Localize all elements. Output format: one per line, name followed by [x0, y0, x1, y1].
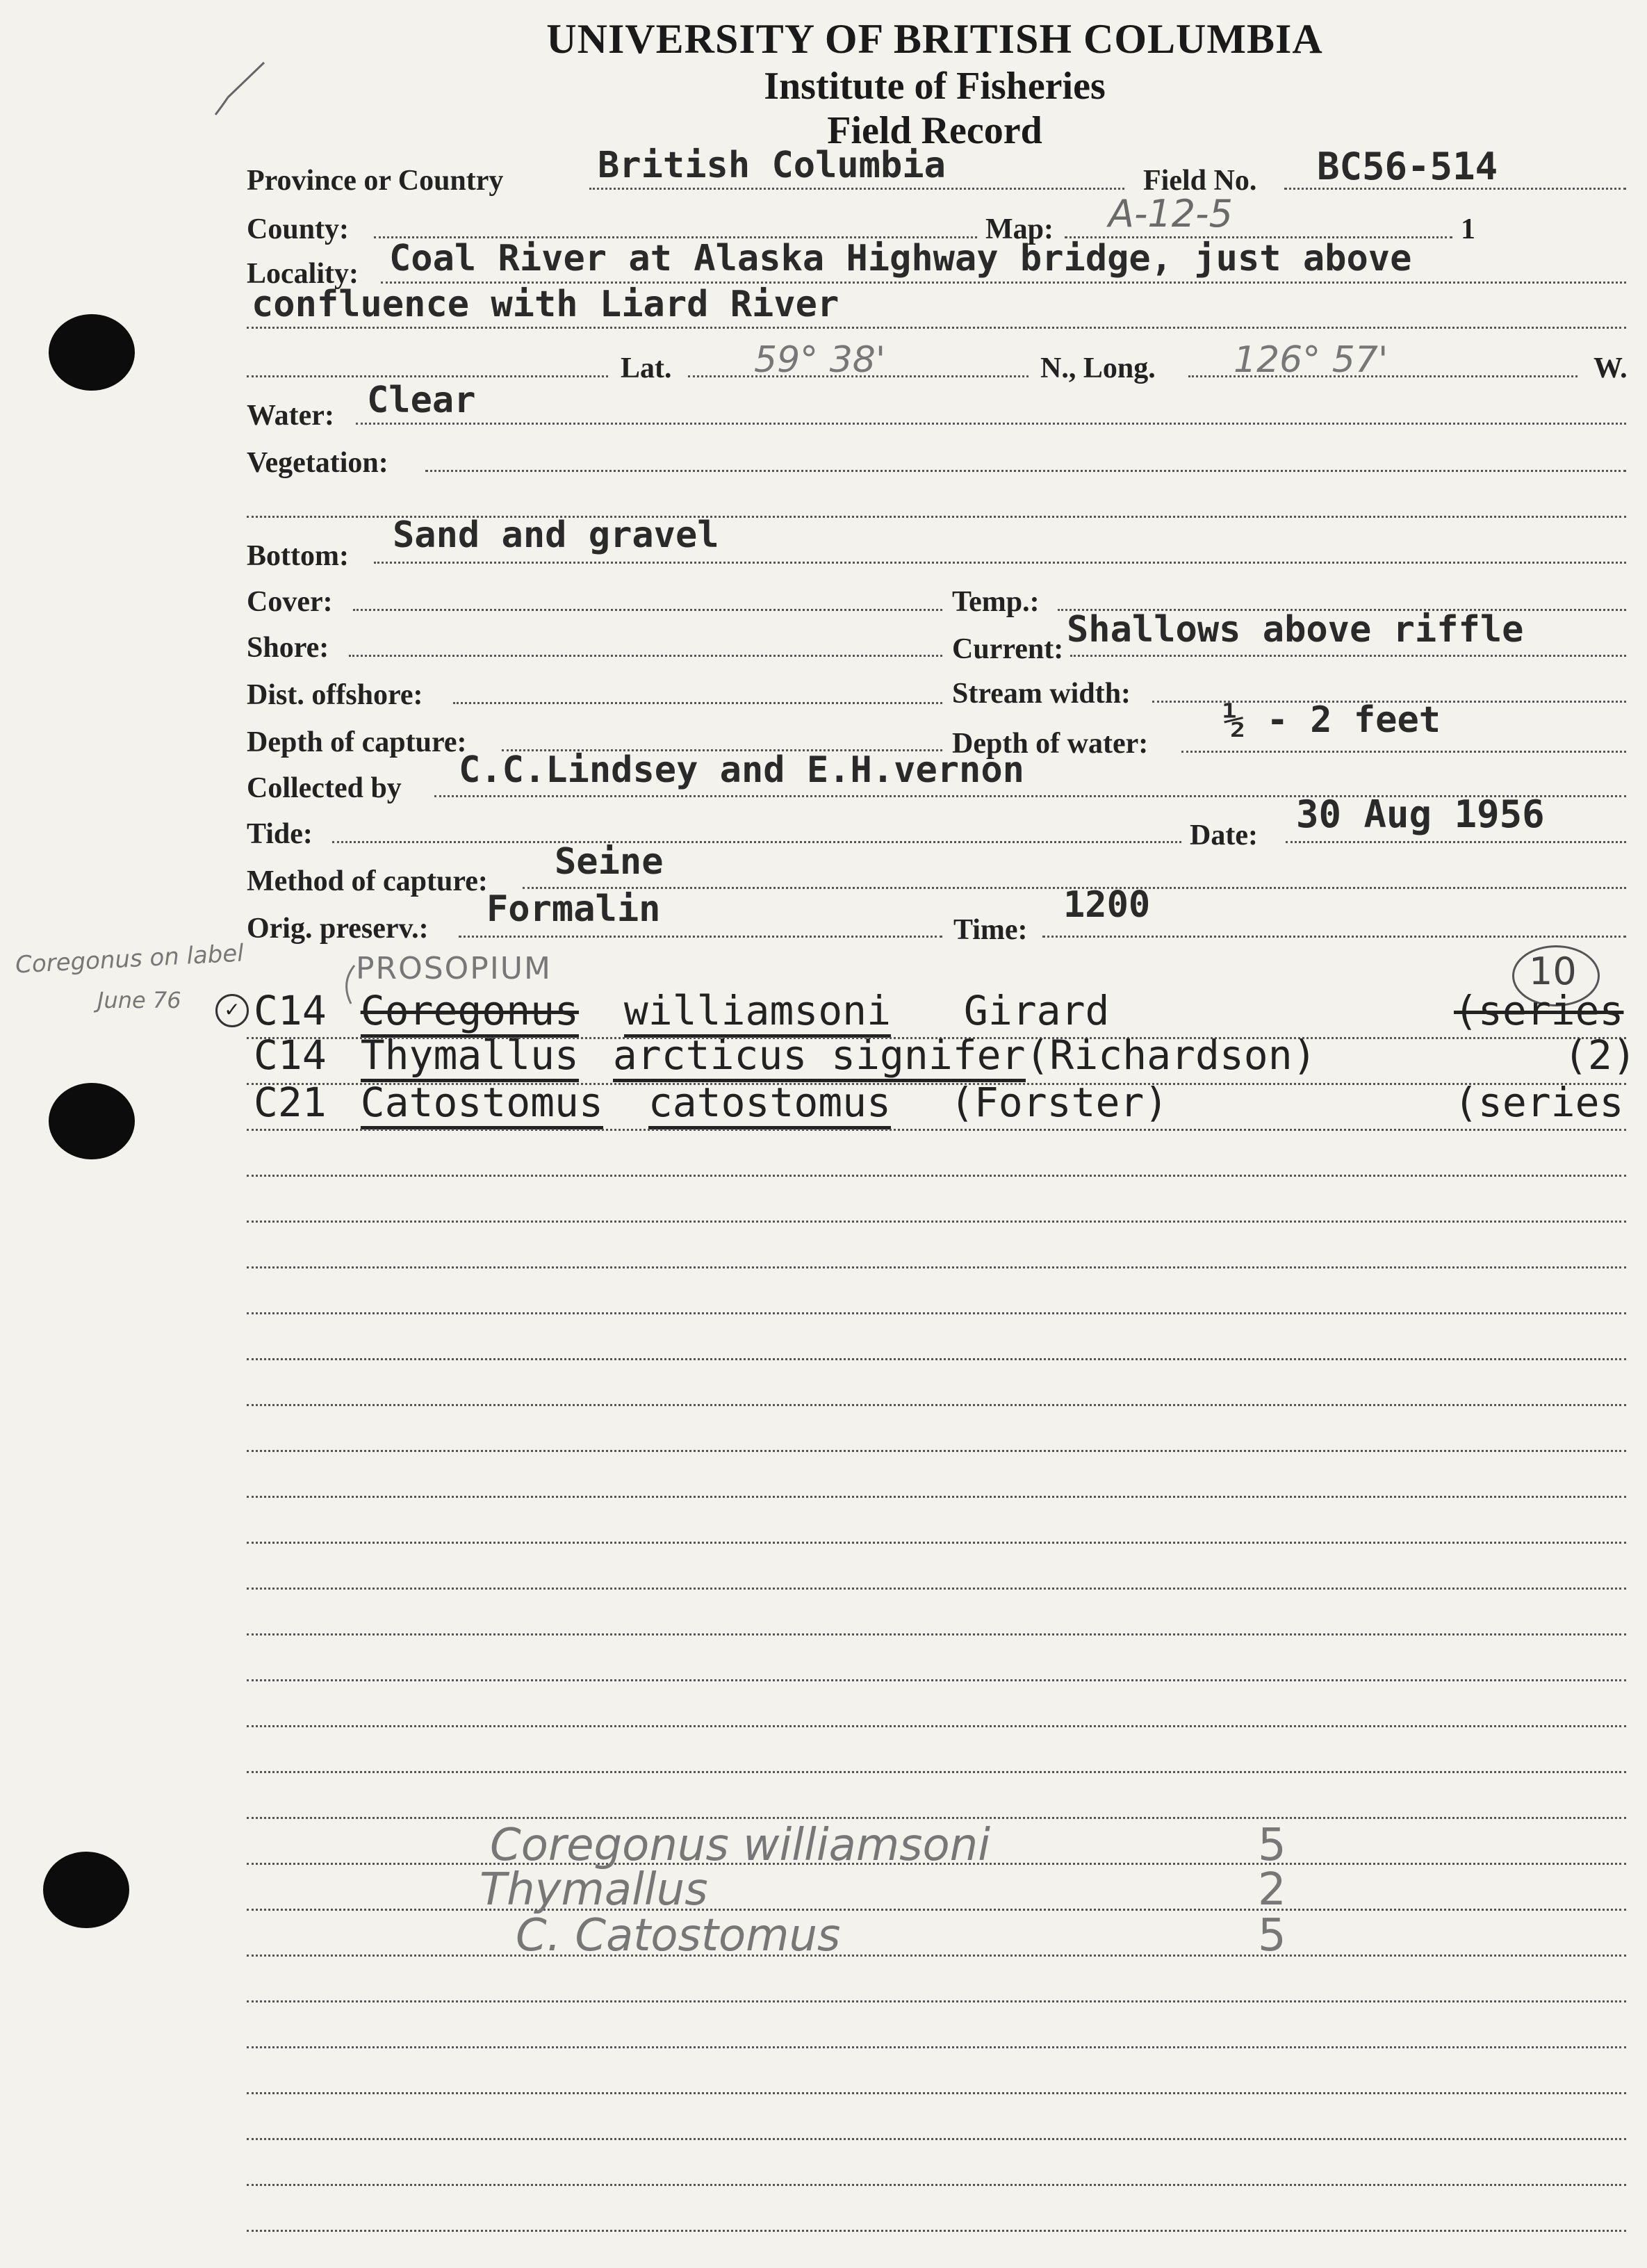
depth-capture-label: Depth of capture: [247, 726, 467, 758]
lat-prefix-line [247, 375, 608, 377]
count-correction: 10 [1529, 949, 1577, 993]
long-label: N., Long. [1040, 352, 1156, 384]
species-epithet: catostomus [648, 1079, 891, 1129]
field-no-value: BC56-514 [1317, 145, 1498, 188]
check-circle-icon: ✓ [215, 994, 249, 1027]
species-row [254, 987, 1109, 1034]
species-genus: Coregonus [361, 987, 579, 1038]
punch-hole-top [49, 314, 135, 391]
pencil-note-count: 5 [1258, 1820, 1286, 1871]
species-count: (series [1454, 987, 1624, 1034]
water-label: Water: [247, 400, 334, 432]
species-author: (Forster) [949, 1079, 1169, 1126]
time-label: Time: [953, 914, 1028, 946]
department-title: Institute of Fisheries [764, 65, 1106, 108]
species-count: (2) [1564, 1031, 1637, 1079]
county-label: County: [247, 213, 350, 245]
pencil-note-count: 2 [1258, 1864, 1286, 1916]
species-count: (series [1454, 1079, 1624, 1126]
bottom-line [374, 562, 1626, 564]
bottom-label: Bottom: [247, 540, 349, 572]
locality-value-line1: Coal River at Alaska Highway bridge, just above [389, 238, 1412, 279]
method-value: Seine [555, 841, 664, 883]
species-row [254, 1079, 1168, 1126]
method-label: Method of capture: [247, 865, 488, 897]
shore-label: Shore: [247, 632, 329, 664]
map-label: Map: [985, 213, 1054, 245]
pencil-note-count: 5 [1258, 1910, 1286, 1961]
collected-by-value: C.C.Lindsey and E.H.vernon [459, 749, 1024, 791]
current-line [1070, 655, 1626, 657]
map-suffix: 1 [1461, 213, 1475, 245]
margin-note-line2: June 76 [97, 987, 181, 1013]
species-genus: Catostomus [361, 1079, 603, 1129]
map-value: A-12-5 [1108, 192, 1233, 236]
temp-label: Temp.: [952, 586, 1040, 618]
cover-line [353, 609, 942, 611]
depth-water-value: ½ - 2 feet [1223, 699, 1441, 741]
bottom-value: Sand and gravel [393, 514, 719, 556]
genus-correction: PROSOPIUM [356, 951, 552, 986]
tide-line [332, 841, 1181, 843]
punch-hole-bottom [43, 1852, 129, 1928]
dist-offshore-label: Dist. offshore: [247, 679, 423, 711]
species-genus: Thymallus [361, 1031, 579, 1082]
lat-value: 59° 38' [754, 339, 886, 381]
species-author: Girard [963, 987, 1110, 1034]
species-code: C14 [254, 1031, 327, 1079]
date-line [1286, 841, 1626, 843]
collected-by-label: Collected by [247, 772, 402, 804]
province-value: British Columbia [598, 145, 946, 186]
time-line [1042, 936, 1626, 938]
water-value: Clear [367, 380, 476, 421]
field-no-label: Field No. [1143, 165, 1257, 197]
shore-line [349, 655, 942, 657]
province-label: Province or Country [247, 165, 504, 197]
species-epithet: williamsoni [624, 987, 891, 1038]
species-author: (Richardson) [1025, 1031, 1317, 1079]
field-no-line [1284, 188, 1626, 190]
water-line [356, 423, 1626, 425]
punch-hole-middle [49, 1083, 135, 1159]
species-code: C14 [254, 987, 327, 1034]
orig-preserv-label: Orig. preserv.: [247, 913, 429, 945]
dist-offshore-line [453, 702, 942, 704]
species-epithet: arcticus signifer [613, 1031, 1026, 1082]
west-label: W. [1593, 352, 1628, 384]
margin-note-line1: Coregonus on label [15, 939, 245, 979]
lat-label: Lat. [621, 352, 672, 384]
depth-water-label: Depth of water: [952, 728, 1149, 760]
orig-preserv-line [459, 936, 942, 938]
vegetation-line [425, 470, 1626, 472]
species-row [254, 1031, 1317, 1079]
institution-title: UNIVERSITY OF BRITISH COLUMBIA [546, 16, 1323, 62]
stream-width-label: Stream width: [952, 678, 1131, 710]
pencil-note-name: Thymallus [480, 1864, 708, 1916]
lat-line [688, 375, 1029, 377]
cover-label: Cover: [247, 586, 333, 618]
vegetation-label: Vegetation: [247, 447, 388, 479]
species-line-3 [247, 1129, 1626, 1131]
pencil-note-name: Coregonus williamsoni [490, 1820, 990, 1871]
time-value: 1200 [1063, 884, 1151, 926]
long-value: 126° 57' [1234, 339, 1388, 381]
province-line [589, 188, 1124, 190]
tide-label: Tide: [247, 818, 313, 850]
pencil-note-name: C. Catostomus [516, 1910, 841, 1961]
orig-preserv-value: Formalin [486, 888, 661, 930]
date-value: 30 Aug 1956 [1296, 792, 1545, 836]
current-label: Current: [952, 633, 1064, 665]
locality-label: Locality: [247, 258, 359, 290]
long-line [1188, 375, 1578, 377]
date-label: Date: [1190, 819, 1258, 851]
depth-water-line [1181, 751, 1626, 753]
current-value: Shallows above riffle [1067, 609, 1524, 651]
locality-line2 [247, 327, 1626, 329]
form-title: Field Record [827, 109, 1042, 152]
species-code: C21 [254, 1079, 327, 1126]
locality-value-line2: confluence with Liard River [252, 284, 839, 325]
